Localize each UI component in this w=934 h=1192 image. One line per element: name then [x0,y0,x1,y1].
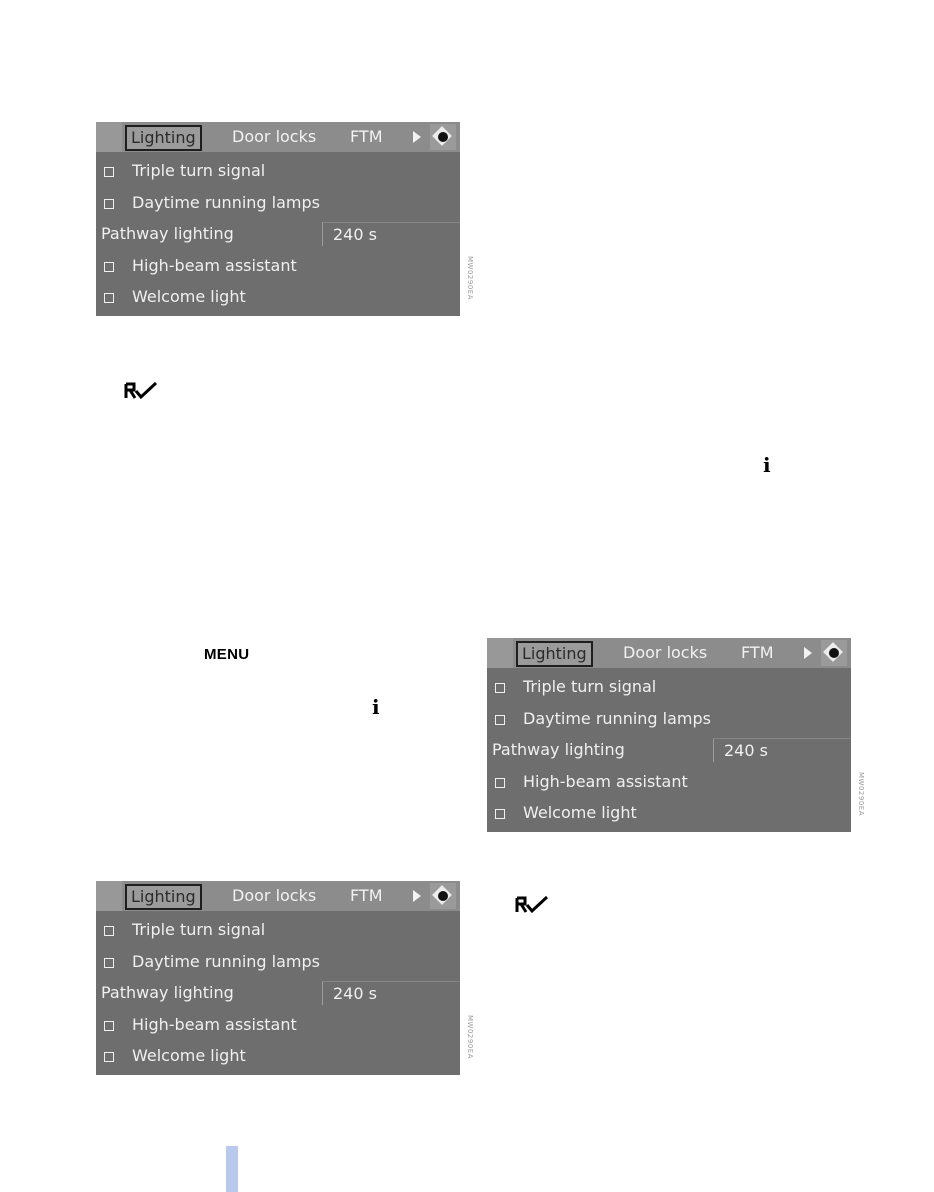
tab-bar [96,881,460,911]
image-code: MW0290EA [466,256,474,300]
controller-icon [821,640,847,666]
setting-row-triple-turn-signal[interactable] [487,673,851,701]
setting-row-daytime-running-lamps[interactable] [96,189,460,217]
setting-label: High-beam assistant [523,772,688,791]
checkbox-icon[interactable] [104,293,114,303]
checkbox-icon[interactable] [104,958,114,968]
setting-label: Welcome light [132,1046,246,1065]
tab-door-locks[interactable]: Door locks [623,643,708,662]
setting-label: Daytime running lamps [132,193,320,212]
scroll-right-arrow-icon[interactable] [413,131,421,143]
tab-ftm[interactable]: FTM [350,886,383,905]
checkbox-icon[interactable] [495,809,505,819]
setting-label: High-beam assistant [132,1015,297,1034]
image-code: MW0290EA [857,772,865,816]
setting-row-welcome-light[interactable] [96,1042,460,1070]
checkbox-icon[interactable] [495,715,505,725]
setting-row-daytime-running-lamps[interactable] [96,948,460,976]
controller-icon [430,124,456,150]
scroll-right-arrow-icon[interactable] [804,647,812,659]
pathway-lighting-value[interactable]: 240 s [713,738,851,762]
setting-label: Daytime running lamps [523,709,711,728]
setting-label: Welcome light [132,287,246,306]
setting-label: Triple turn signal [132,920,266,939]
lighting-menu-screen-2 [487,638,851,832]
pathway-lighting-value[interactable]: 240 s [322,222,460,246]
tab-bar [487,638,851,668]
setting-label: Pathway lighting [101,224,234,243]
setting-row-daytime-running-lamps[interactable] [487,705,851,733]
page-marker-bar [226,1146,238,1192]
tab-bar [96,122,460,152]
setting-label: Daytime running lamps [132,952,320,971]
setting-label: Triple turn signal [132,161,266,180]
info-icon: i [763,453,771,477]
setting-row-pathway-lighting[interactable] [96,979,460,1007]
checkbox-icon[interactable] [495,683,505,693]
lighting-menu-screen-1 [96,122,460,316]
info-icon: i [372,695,380,719]
setting-row-pathway-lighting[interactable] [96,220,460,248]
tab-door-locks[interactable]: Door locks [232,886,317,905]
tab-door-locks[interactable]: Door locks [232,127,317,146]
setting-row-high-beam-assistant[interactable] [96,1011,460,1039]
setting-row-triple-turn-signal[interactable] [96,157,460,185]
scroll-right-arrow-icon[interactable] [413,890,421,902]
image-code: MW0290EA [466,1015,474,1059]
checkbox-icon[interactable] [495,778,505,788]
checkmark-icon [515,896,549,914]
tab-lighting[interactable]: Lighting [516,641,593,667]
tab-bar-edge [96,122,122,152]
tab-bar-edge [96,881,122,911]
tab-lighting[interactable]: Lighting [125,884,202,910]
setting-row-welcome-light[interactable] [96,283,460,311]
checkmark-icon [124,382,158,400]
setting-label: Pathway lighting [101,983,234,1002]
tab-bar-edge [487,638,513,668]
setting-label: Welcome light [523,803,637,822]
setting-label: Triple turn signal [523,677,657,696]
setting-label: Pathway lighting [492,740,625,759]
controller-icon [430,883,456,909]
checkbox-icon[interactable] [104,199,114,209]
checkbox-icon[interactable] [104,1052,114,1062]
checkbox-icon[interactable] [104,262,114,272]
setting-row-high-beam-assistant[interactable] [96,252,460,280]
pathway-lighting-value[interactable]: 240 s [322,981,460,1005]
tab-lighting[interactable]: Lighting [125,125,202,151]
setting-row-triple-turn-signal[interactable] [96,916,460,944]
lighting-menu-screen-3 [96,881,460,1075]
checkbox-icon[interactable] [104,1021,114,1031]
setting-row-pathway-lighting[interactable] [487,736,851,764]
checkbox-icon[interactable] [104,926,114,936]
menu-button-symbol: MENU [204,646,250,663]
tab-ftm[interactable]: FTM [741,643,774,662]
checkbox-icon[interactable] [104,167,114,177]
tab-ftm[interactable]: FTM [350,127,383,146]
setting-label: High-beam assistant [132,256,297,275]
setting-row-welcome-light[interactable] [487,799,851,827]
setting-row-high-beam-assistant[interactable] [487,768,851,796]
